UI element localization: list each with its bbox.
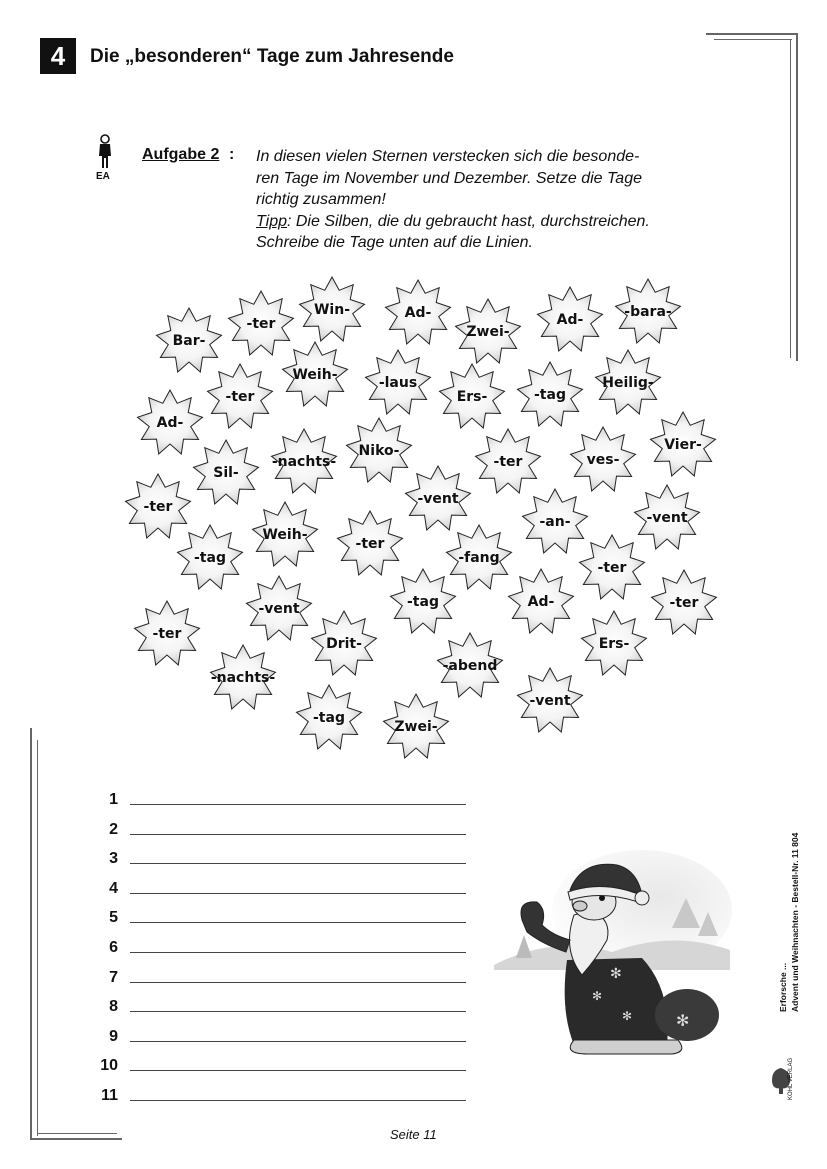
svg-text:✻: ✻ [610,966,622,982]
syllable-text: -vent [258,601,300,617]
syllable-star [593,348,663,418]
line-number: 11 [101,1087,118,1104]
syllable-text: -ter [152,626,182,642]
writing-line[interactable] [130,952,466,953]
syllable-star [363,348,433,418]
syllable-star [250,500,320,570]
writing-line[interactable] [130,1011,466,1012]
answer-line[interactable] [96,969,476,989]
frame-line [706,33,796,35]
syllable-text: Ad- [156,415,184,431]
syllable-text: -vent [529,693,571,709]
answer-line[interactable] [96,909,476,929]
svg-text:✻: ✻ [592,989,603,1003]
syllable-star [388,567,458,637]
frame-line [796,33,798,361]
line-number: 1 [109,791,118,808]
line-number: 8 [109,998,118,1016]
syllable-text: -tag [407,594,439,610]
line-number: 4 [109,879,118,897]
line-number: 3 [109,850,118,868]
syllable-star [437,362,507,432]
syllable-text: Zwei- [466,324,510,340]
syllable-star [435,631,505,701]
syllable-text: -vent [646,510,688,526]
line-number: 6 [109,939,118,956]
frame-line [30,1138,122,1140]
syllable-text: -ter [355,536,385,552]
syllable-star [191,438,261,508]
syllable-text: Ad- [556,312,584,328]
syllable-text: Heilig- [602,375,654,391]
tip-line [256,211,716,233]
svg-text:✻: ✻ [622,1009,633,1023]
work-mode-label: EA [96,171,110,182]
writing-line[interactable] [130,1070,466,1071]
writing-line[interactable] [130,893,466,894]
frame-line [30,728,32,1140]
syllable-text: -tag [194,550,226,566]
syllable-star [381,692,451,762]
syllable-text: Bar- [172,333,206,349]
syllable-text: Weih- [262,527,308,543]
task-colon: : [229,146,235,163]
syllable-star [648,410,718,480]
writing-line[interactable] [130,834,466,835]
tip-text: : Die Silben, die du gebraucht hast, durchstreichen. [286,212,650,230]
santa-illustration [492,840,732,1065]
task-line: In diesen vielen Sternen verstecken sich die besonde- [256,148,640,165]
frame-line [37,740,38,1136]
syllable-text: -tag [534,387,566,403]
syllable-star [269,427,339,497]
frame-line [37,1133,117,1134]
tip-word: Tipp [256,212,287,230]
syllable-text: Weih- [292,367,338,383]
syllable-star [515,666,585,736]
syllable-star [383,278,453,348]
syllable-star [568,425,638,495]
side-series-title: Erforsche ... [778,962,788,1012]
writing-line[interactable] [130,922,466,923]
syllable-text: -ter [597,560,627,576]
writing-line[interactable] [130,1100,466,1101]
frame-line [790,40,791,358]
syllable-text: -ter [246,316,276,332]
syllable-text: -vent [417,491,459,507]
chapter-number-box: 4 [40,38,76,74]
syllable-text: Vier- [664,437,702,453]
syllable-star [244,574,314,644]
syllable-text: Ers- [456,389,488,405]
line-number: 7 [109,968,118,986]
task-line: richtig zusammen! [256,191,386,208]
answer-line[interactable] [96,1028,476,1048]
line-number: 2 [109,820,118,838]
syllable-text: -abend [442,658,498,674]
line-number: 10 [100,1057,118,1075]
syllable-text: -fang [458,550,500,566]
syllable-text: -bara- [624,304,672,320]
syllable-star [175,523,245,593]
syllable-text: -ter [669,595,699,611]
syllable-text: -ter [225,389,255,405]
syllable-star [506,567,576,637]
answer-line[interactable] [96,1057,476,1077]
syllable-star [280,340,350,410]
task-text [256,146,716,254]
syllable-text: -nachts- [210,670,276,686]
page-number: Seite 11 [390,1127,437,1142]
syllable-text: Ers- [598,636,630,652]
syllable-text: Sil- [213,465,239,481]
syllable-text: -an- [539,514,571,530]
publisher-name: KOHL VERLAG [788,1057,794,1100]
syllable-star [577,533,647,603]
syllable-text: -tag [313,710,345,726]
syllable-star [205,362,275,432]
writing-line[interactable] [130,863,466,864]
syllable-text: Ad- [527,594,555,610]
syllable-star [309,609,379,679]
syllable-star [515,360,585,430]
task-label: Aufgabe 2 [142,146,220,163]
syllable-star [132,599,202,669]
writing-line[interactable] [130,982,466,983]
writing-line[interactable] [130,804,466,805]
answer-line[interactable] [96,939,476,959]
syllable-text: Zwei- [394,719,438,735]
page-title: Die „besonderen“ Tage zum Jahresende [90,46,454,67]
line-number: 9 [109,1027,118,1045]
syllable-star [294,683,364,753]
syllable-text: -ter [493,454,523,470]
syllable-text: Drit- [326,636,362,652]
svg-text:✻: ✻ [676,1011,690,1030]
syllable-text: -laus [378,375,418,391]
writing-line[interactable] [130,1041,466,1042]
side-order-number: Advent und Weihnachten - Bestell-Nr. 11 804 [790,832,800,1012]
person-icon [97,134,113,170]
syllable-star [613,277,683,347]
syllable-star [535,285,605,355]
syllable-text: Niko- [358,443,400,459]
syllable-text: -ter [143,499,173,515]
syllable-text: Win- [313,302,351,318]
task-line: ren Tage im November und Dezember. Setze die Tage [256,169,642,187]
answer-line[interactable] [96,821,476,841]
frame-line [714,39,792,40]
syllable-text: Ad- [404,305,432,321]
line-number: 5 [109,909,118,927]
answer-line[interactable] [96,998,476,1018]
syllable-star [453,297,523,367]
syllable-star [208,643,278,713]
task-line: Schreibe die Tage unten auf die Linien. [256,234,533,251]
syllable-star [649,568,719,638]
answer-line[interactable] [96,850,476,870]
answer-line[interactable] [96,1087,476,1107]
syllable-star [579,609,649,679]
syllable-text: -nachts- [271,454,337,470]
syllable-text: ves- [586,452,620,468]
syllable-star [297,275,367,345]
answer-line[interactable] [96,880,476,900]
answer-line[interactable] [96,791,476,811]
